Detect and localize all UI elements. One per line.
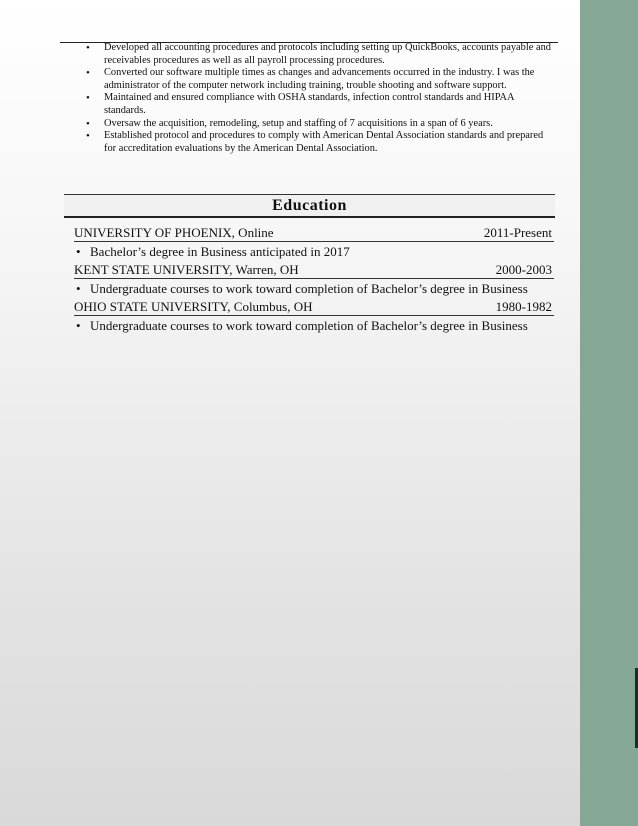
degree-detail-text: Bachelor’s degree in Business anticipated in 2017 (90, 244, 350, 259)
bullet-dot: • (76, 244, 81, 259)
experience-bullet: • Converted our software multiple times as changes and advancements occurred in the industry. I was the administrator of the computer network including training, trouble shooting and software support. (76, 67, 554, 92)
school-name: OHIO STATE UNIVERSITY, Columbus, OH (74, 299, 313, 314)
sidebar-accent (580, 0, 638, 826)
school-years: 1980-1982 (495, 299, 552, 314)
bullet-dot: • (76, 281, 81, 296)
degree-detail (74, 242, 554, 261)
experience-bullet-list (76, 42, 554, 155)
school-name: UNIVERSITY OF PHOENIX, Online (74, 225, 274, 240)
degree-detail-text: Undergraduate courses to work toward completion of Bachelor’s degree in Business (90, 281, 528, 296)
degree-detail (74, 279, 554, 298)
school-row (74, 224, 554, 242)
bullet-dot: • (76, 318, 81, 333)
degree-detail (74, 316, 554, 335)
experience-bullet: • Established protocol and procedures to comply with American Dental Association standards and prepared for accreditation evaluations by the American Dental Association. (76, 130, 554, 155)
school-years: 2000-2003 (495, 262, 552, 277)
experience-bullet: • Oversaw the acquisition, remodeling, setup and staffing of 7 acquisitions in a span of 6 years. (76, 118, 554, 131)
degree-detail-text: Undergraduate courses to work toward completion of Bachelor’s degree in Business (90, 318, 528, 333)
education-list (74, 224, 554, 335)
school-row (74, 298, 554, 316)
school-name: KENT STATE UNIVERSITY, Warren, OH (74, 262, 299, 277)
school-years: 2011-Present (483, 225, 552, 240)
experience-bullet: • Maintained and ensured compliance with OSHA standards, infection control standards and HIPAA standards. (76, 92, 554, 117)
school-row (74, 261, 554, 279)
education-heading: Education (64, 194, 555, 218)
experience-bullet: • Developed all accounting procedures and protocols including setting up QuickBooks, accounts payable and receivables procedures as well as all payroll processing procedures. (76, 42, 554, 67)
